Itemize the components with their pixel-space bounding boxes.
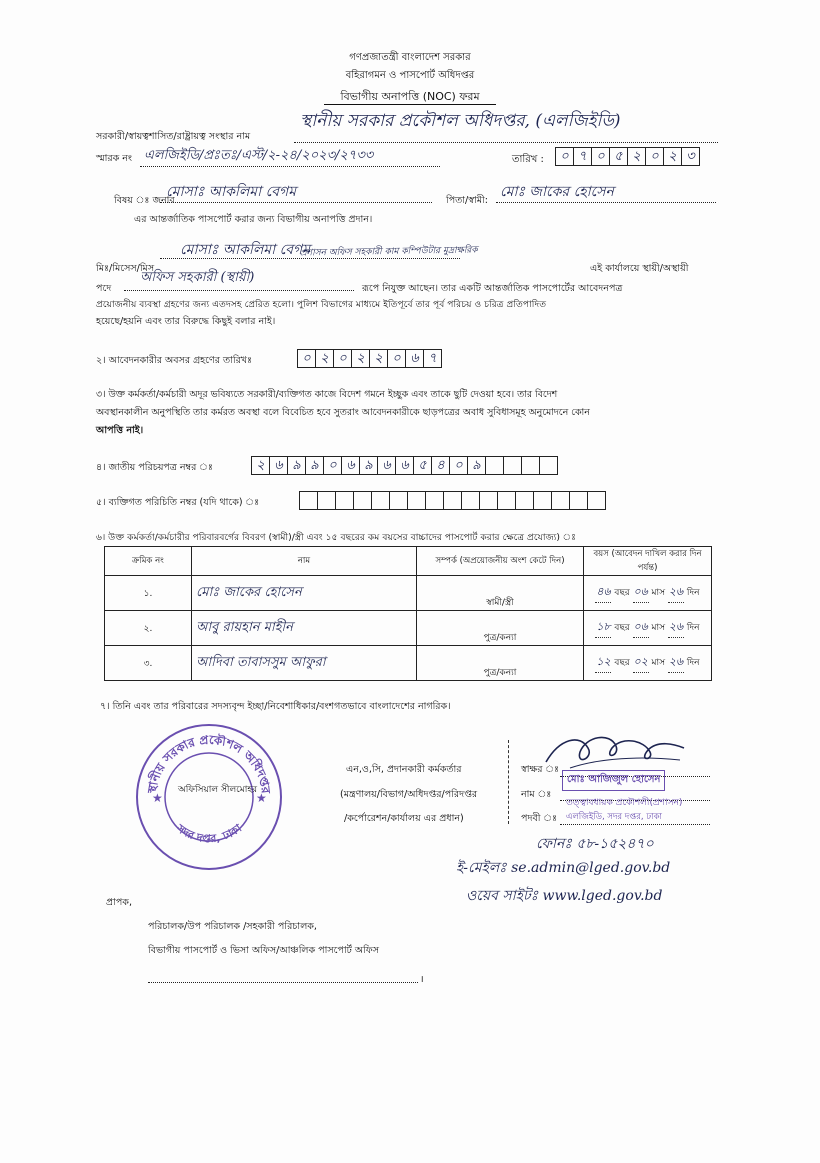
pid-digit-box (479, 491, 498, 510)
date-digit-box: ৭ (573, 147, 592, 166)
family-serial: ১. (105, 576, 192, 611)
nid-boxes (252, 456, 558, 475)
nid-digit-box: ৯ (287, 456, 306, 475)
pid-digit-box (569, 491, 588, 510)
age-years: ১২ (595, 653, 611, 673)
name-label: নাম ঃ (521, 789, 552, 800)
subject-name: মোসাঃ আকলিমা বেগম (166, 184, 297, 200)
nid-digit-box (539, 456, 558, 475)
officer-email: ই-মেইলঃ se.admin@lged.gov.bd (456, 860, 671, 876)
date-digit-box: ২ (663, 147, 682, 166)
family-age (584, 576, 712, 611)
applicant-name: মোসাঃ আকলিমা বেগম (180, 242, 311, 258)
pid-digit-box (515, 491, 534, 510)
retirement-label: ২। আবেদনকারীর অবসর গ্রহণের তারিখঃ (96, 355, 253, 366)
header-dept: বহিরাগমন ও পাসপোর্ট অধিদপ্তর (345, 70, 475, 81)
family-name: আদিবা তাবাসসুম আফুরা (192, 646, 417, 681)
body-para2: প্রয়োজনীয় ব্যবস্থা গ্রহণের জন্য এতদসহ প্রেরিত হলো। পুলিশ বিভাগের মাধ্যমে ইতিপূর্বে তার পূর্ব পরিচয় ও চরিত্র প্রতিপাদিত (96, 299, 547, 310)
pid-digit-box (443, 491, 462, 510)
family-age (584, 646, 712, 681)
family-relation: স্বামী/স্ত্রী (417, 576, 584, 611)
nid-digit-box: ০ (323, 456, 342, 475)
rank-underline (560, 824, 710, 825)
retirement-digit-box: ৭ (423, 349, 442, 368)
authority-line1: এন,ও,সি, প্রদানকারী কর্মকর্তার (346, 764, 462, 775)
col-serial: ক্রমিক নং (105, 547, 192, 576)
retirement-date-boxes (298, 349, 442, 368)
post-underline (124, 290, 354, 291)
org-underline (294, 142, 718, 143)
post-value: অফিস সহকারী (স্থায়ী) (140, 270, 255, 285)
family-age (584, 611, 712, 646)
col-name: নাম (192, 547, 417, 576)
officer-office: এলজিইডি, সদর দপ্তর, ঢাকা (566, 812, 663, 822)
age-days: ২৬ (668, 583, 684, 603)
nid-digit-box (503, 456, 522, 475)
official-seal (134, 722, 284, 872)
office-scrawl: প্রশাসন অফিস সহকারী কাম কম্পিউটার মুদ্রাক্ষরিক (299, 245, 478, 259)
item3-line2: অবস্থানকালীন অনুপস্থিতি তার কর্মরত অবস্থা বলে বিবেচিত হবে সুতরাং আবেদনকারীকে ছাড়পত্রের অবাধ সুবিধাসমূহ অনুমোদনে কোন (96, 407, 590, 418)
officer-phone: ফোনঃ ৫৮-১৫২৪৭০ (536, 836, 654, 852)
svg-text:★: ★ (256, 791, 267, 805)
subject-label: বিষয় ঃ জনাব (114, 195, 175, 206)
retirement-digit-box: ২ (315, 349, 334, 368)
body-tail1: এই কার্যালয়ে স্থায়ী/অস্থায়ী (590, 263, 689, 274)
svg-text:সদর দপ্তর, ঢাকা (173, 821, 245, 845)
pid-digit-box (371, 491, 390, 510)
father-label: পিতা/স্বামী: (446, 195, 488, 206)
officer-web: ওয়েব সাইটঃ www.lged.gov.bd (466, 888, 663, 904)
pid-digit-box (425, 491, 444, 510)
nid-digit-box: ২ (251, 456, 270, 475)
age-month-label: মাস (651, 623, 666, 633)
family-serial: ৩. (105, 646, 192, 681)
nid-digit-box: ৯ (305, 456, 324, 475)
post-label: পদে (96, 283, 112, 294)
authority-divider (508, 740, 509, 824)
age-month-label: মাস (651, 588, 666, 598)
age-months: ০২ (633, 653, 649, 673)
memo-value: এলজিইডি/প্রঃতঃ/এস্ট/২-২৪/২০২৩/২৭৩৩ (144, 148, 374, 163)
pid-digit-box (407, 491, 426, 510)
age-days: ২৬ (668, 618, 684, 638)
age-months: ০৬ (633, 618, 649, 638)
col-relation: সম্পর্ক (অপ্রয়োজনীয় অংশ কেটে দিন) (417, 547, 584, 576)
org-label: সরকারী/স্বায়ত্বশাসিত/রাষ্ট্রায়ত্ব সংস্থার নাম (96, 131, 251, 142)
svg-text:★: ★ (152, 791, 163, 805)
family-row (105, 646, 712, 681)
nid-digit-box (485, 456, 504, 475)
pid-digit-box (317, 491, 336, 510)
nid-digit-box: ৫ (413, 456, 432, 475)
family-row (105, 576, 712, 611)
nid-digit-box: ৬ (269, 456, 288, 475)
rank-label: পদবী ঃ (521, 813, 558, 824)
age-years: ৪৬ (595, 583, 611, 603)
age-year-label: বছর (614, 588, 630, 598)
nid-digit-box: ৬ (377, 456, 396, 475)
age-year-label: বছর (614, 623, 630, 633)
family-serial: ২. (105, 611, 192, 646)
age-year-label: বছর (614, 658, 630, 668)
signature (540, 728, 690, 774)
form-title: বিভাগীয় অনাপত্তি (NOC) ফরম (340, 90, 480, 103)
age-day-label: দিন (686, 623, 700, 633)
family-label: ৬। উক্ত কর্মকর্তা/কর্মচারীর পরিবারবর্গের বিবরণ (স্বামী)/স্ত্রী এবং ১৫ বছরের কম বয়সের বাচ্চাদের পাসপোর্ট করার ক্ষেত্রে প্রযোজ্য) ঃ (96, 532, 577, 543)
recipient-line2: বিভাগীয় পাসপোর্ট ও ভিসা অফিস/আঞ্চলিক পাসপোর্ট অফিস (148, 945, 380, 956)
org-value: স্থানীয় সরকার প্রকৌশল অধিদপ্তর, (এলজিইডি) (300, 111, 621, 131)
citizenship-line: ৭। তিনি এবং তার পরিবারের সদস্যবৃন্দ ইচ্ছা/নিবেশাধিকার/বংশগতভাবে বাংলাদেশের নাগরিক। (100, 701, 451, 712)
date-digit-box: ৫ (609, 147, 628, 166)
memo-underline (140, 166, 440, 167)
age-days: ২৬ (668, 653, 684, 673)
pid-digit-box (461, 491, 480, 510)
date-boxes (556, 147, 700, 166)
form-title-underline (324, 104, 496, 105)
nid-label: ৪। জাতীয় পরিচয়পত্র নম্বর ঃ (96, 462, 213, 473)
family-row (105, 611, 712, 646)
header-govt: গণপ্রজাতন্ত্রী বাংলাদেশ সরকার (349, 52, 471, 63)
nid-digit-box: ৬ (395, 456, 414, 475)
officer-stamp (562, 770, 665, 791)
father-underline (496, 202, 716, 203)
seal-ring-bottom: সদর দপ্তর, ঢাকা (173, 821, 245, 846)
age-day-label: দিন (686, 588, 700, 598)
family-relation: পুত্র/কন্যা (417, 646, 584, 681)
recipient-line3-end: । (420, 974, 424, 985)
pid-digit-box (551, 491, 570, 510)
age-years: ১৮ (595, 618, 611, 638)
officer-name: মোঃ আজিজুল হোসেন (567, 774, 661, 785)
family-name: মোঃ জাকের হোসেন (192, 576, 417, 611)
pid-label: ৫। ব্যক্তিগত পরিচিতি নম্বর (যদি থাকে) ঃ (96, 497, 260, 508)
date-digit-box: ৩ (681, 147, 700, 166)
body-tail2: রূপে নিযুক্ত আছেন। তার একটি আন্তর্জাতিক পাসপোর্টের আবেদনপত্র (362, 283, 623, 294)
pid-digit-box (335, 491, 354, 510)
mrs-label: মিঃ/মিসেস/মিস (96, 263, 155, 274)
pid-digit-box (533, 491, 552, 510)
nid-digit-box: ৯ (359, 456, 378, 475)
father-value: মোঃ জাকের হোসেন (500, 184, 614, 200)
item3-line1: ৩। উক্ত কর্মকর্তা/কর্মচারী অদূর ভবিষ্যতে সরকারী/ব্যক্তিগত কাজে বিদেশ গমনে ইচ্ছুক এবং তাকে ছুটি দেওয়া হবে। তার বিদেশ (96, 389, 558, 400)
recipient-line1: পরিচালক/উপ পরিচালক /সহকারী পরিচালক, (148, 921, 317, 932)
retirement-digit-box: ২ (369, 349, 388, 368)
pid-boxes (300, 491, 606, 510)
nid-digit-box: ৬ (341, 456, 360, 475)
age-day-label: দিন (686, 658, 700, 668)
nid-digit-box: ৯ (467, 456, 486, 475)
date-label: তারিখ : (512, 154, 544, 165)
pid-digit-box (299, 491, 318, 510)
sig-label: স্বাক্ষর ঃ (521, 764, 560, 775)
recipient-line3 (148, 982, 418, 983)
nid-digit-box (521, 456, 540, 475)
family-name: আবু রায়হান মাহীন (192, 611, 417, 646)
col-age: বয়স (আবেদন দাখিল করার দিন পর্যন্ত) (584, 547, 712, 576)
pid-digit-box (353, 491, 372, 510)
nid-digit-box: ০ (449, 456, 468, 475)
body-para3: হয়েছে/হয়নি এবং তার বিরুদ্ধে কিছুই বলার নাই। (96, 316, 276, 327)
memo-label: স্মারক নং (96, 153, 133, 164)
retirement-digit-box: ৬ (405, 349, 424, 368)
subject-name-underline (160, 202, 432, 203)
officer-title: তত্ত্বাবধায়ক প্রকৌশলী(প্রশাসন) (566, 798, 683, 808)
subject-purpose: এর আন্তর্জাতিক পাসপোর্ট করার জন্য বিভাগীয় অনাপত্তি প্রদান। (134, 214, 373, 225)
date-digit-box: ০ (591, 147, 610, 166)
seal-ring-top: স্থানীয় সরকার প্রকৌশল অধিদপ্তর (144, 732, 273, 795)
retirement-digit-box: ০ (297, 349, 316, 368)
pid-digit-box (497, 491, 516, 510)
age-months: ০৬ (633, 583, 649, 603)
date-digit-box: ২ (627, 147, 646, 166)
pid-digit-box (389, 491, 408, 510)
date-digit-box: ০ (555, 147, 574, 166)
retirement-digit-box: ০ (387, 349, 406, 368)
nid-digit-box: ৪ (431, 456, 450, 475)
age-month-label: মাস (651, 658, 666, 668)
item3-line3: আপত্তি নাই। (96, 425, 144, 436)
recipient-label: প্রাপক, (106, 897, 132, 908)
authority-line3: /কর্পোরেশন/কার্যালয় এর প্রধান) (344, 813, 464, 824)
seal-center-label: অফিসিয়াল সীলমোহর (178, 785, 258, 795)
family-relation: পুত্র/কন্যা (417, 611, 584, 646)
retirement-digit-box: ০ (333, 349, 352, 368)
authority-line2: (মন্ত্রণালয়/বিভাগ/অধিদপ্তর/পরিদপ্তর (340, 789, 478, 800)
retirement-digit-box: ২ (351, 349, 370, 368)
date-digit-box: ০ (645, 147, 664, 166)
pid-digit-box (587, 491, 606, 510)
family-table (104, 546, 712, 681)
